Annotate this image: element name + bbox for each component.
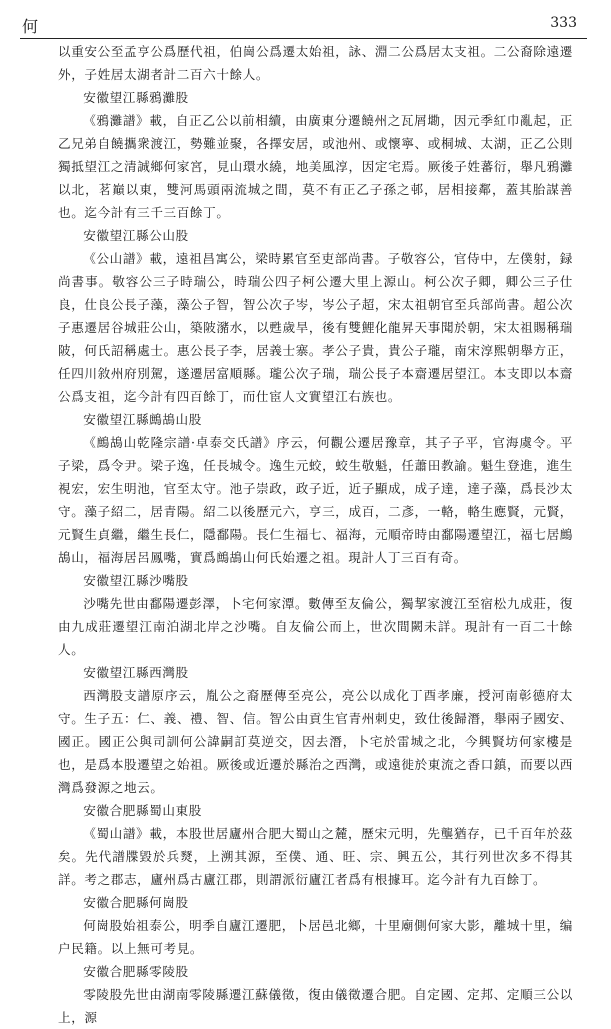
body-paragraph: 《公山譜》載，遠祖昌寓公，梁時累官至吏部尚書。子敬容公，官侍中，左僕射，録尚書事。敬容公三子時瑞公，時瑞公四子柯公遷大里上源山。柯公次子卿，卿公三子仕良，仕良公長子藻，藻公子智，智公次子岑，岑公子超，宋太祖朝官至兵部尚書。超公次子惠遷居谷城莊公山，築陂瀦水，以甦歲旱，後有雙鯉化龍昇天事聞於朝，宋太祖賜稱瑞陂，何氏詔稱處士。惠公長子李，居義士寨。孝公子貴，貴公子瓏，南宋淳熙朝舉方正，任四川敘州府別駕，遂遷居富順縣。瓏公次子瑞，瑞公長子本齋遷居望江。本支即以本齋公爲支祖，迄今計有四百餘丁，而仕宦人文實望江右族也。 — [58, 251, 573, 404]
running-header — [20, 8, 587, 39]
body-paragraph: 《蜀山譜》載，本股世居廬州合肥大蜀山之麓，歷宋元明，先壟猶存，已千百年於茲矣。先代譜牒毀於兵燹，上溯其源，至僕、通、旺、宗、興五公，其行列世次多不得其詳。考之郡志，廬州爲古廬江郡，則謂派衍廬江者爲有根據耳。迄今計有九百餘丁。 — [58, 826, 573, 887]
section-subheading: 安徽望江縣西灣股 — [83, 665, 189, 680]
section-subheading: 安徽望江縣鴉灘股 — [83, 90, 189, 105]
section-subheading: 安徽望江縣公山股 — [83, 228, 189, 243]
page-number: 333 — [550, 15, 577, 31]
section-subheading: 安徽合肥縣何崗股 — [83, 895, 189, 910]
section-subheading: 安徽合肥縣零陵股 — [83, 964, 189, 979]
body-paragraph: 沙嘴先世由鄱陽遷彭澤，卜宅何家潭。數傳至友倫公，獨挈家渡江至宿松九成莊，復由九成莊遷望江南泊湖北岸之沙嘴。自友倫公而上，世次間闕未詳。現計有一百二十餘人。 — [58, 596, 573, 657]
section-subheading: 安徽合肥縣蜀山東股 — [83, 803, 202, 818]
header-character: 何 — [22, 17, 39, 36]
body-paragraph: 西灣股支譜原序云，胤公之裔歷傳至亮公，亮公以成化丁酉孝廉，授河南彰德府太守。生子五：仁、義、禮、智、信。智公由貢生官青州刺史，致仕後歸潛，舉兩子國安、國正。國正公與司訓何公諱嗣訂莫逆交，因去潛，卜宅於雷城之北，今興賢坊何家樓是也，是爲本股遷望之始祖。厥後或近遷於縣治之西灣，或遠徙於東流之香口鎮，而要以西灣爲發源之地云。 — [58, 688, 573, 795]
body-paragraph: 《鴉灘譜》載，自正乙公以前相續，由廣東分遷饒州之瓦屑墈，因元季紅巾亂起，正乙兄弟自饒攜衆渡江，勢難並聚，各擇安居，或池州、或懷寧、或桐城、太湖，正乙公則獨抵望江之清誠鄉何家宮，見山環水繞，地美風淳，因定宅焉。厥後子姓蕃衍，舉凡鴉灘以北，茗巔以東，雙河馬頭兩流城之間，莫不有正乙子孫之邨，居相接鄰，蓋其胎謀善也。迄今計有三千三百餘丁。 — [58, 113, 573, 220]
body-paragraph: 以重安公至孟亨公爲歷代祖，伯崗公爲遷太始祖，詠、淵二公爲居太支祖。二公裔除遠遷外，子姓居太湖者計二百六十餘人。 — [58, 44, 573, 82]
body-text — [58, 40, 573, 1029]
section-subheading: 安徽望江縣鷓鴣山股 — [83, 412, 202, 427]
body-paragraph: 《鷓鴣山乾隆宗譜·卓泰交氏譜》序云，何觀公遷居豫章，其子子平，官海虞令。平子梁，爲令尹。梁子逸，任長城令。逸生元蛟，蛟生敬魁，任蕭田教諭。魁生登進，進生視宏，宏生明池，官至太守。池子崇政，政子近，近子顯成，成子達，達子藻，爲長沙太守。藻子紹二，居青陽。紹二以後歷元六，亨三，成百，二彥，一輅，輅生應賢，元賢，元賢生貞繼，繼生長仁，隱鄱陽。長仁生福七、福海，元順帝時由鄱陽遷望江，福七居鷓鴣山，福海居呂鳳嘴，實爲鷓鴣山何氏始遷之祖。現計人丁三百有奇。 — [58, 435, 573, 565]
body-paragraph: 何崗股始祖泰公，明季自廬江遷肥，卜居邑北鄉，十里廟側何家大影，離城十里，编户民籍。以上無可考見。 — [58, 918, 573, 956]
section-subheading: 安徽望江縣沙嘴股 — [83, 573, 189, 588]
body-paragraph: 零陵股先世由湖南零陵縣遷江蘇儀徵，復由儀徵遷合肥。自定國、定邦、定順三公以上，源 — [58, 987, 573, 1025]
